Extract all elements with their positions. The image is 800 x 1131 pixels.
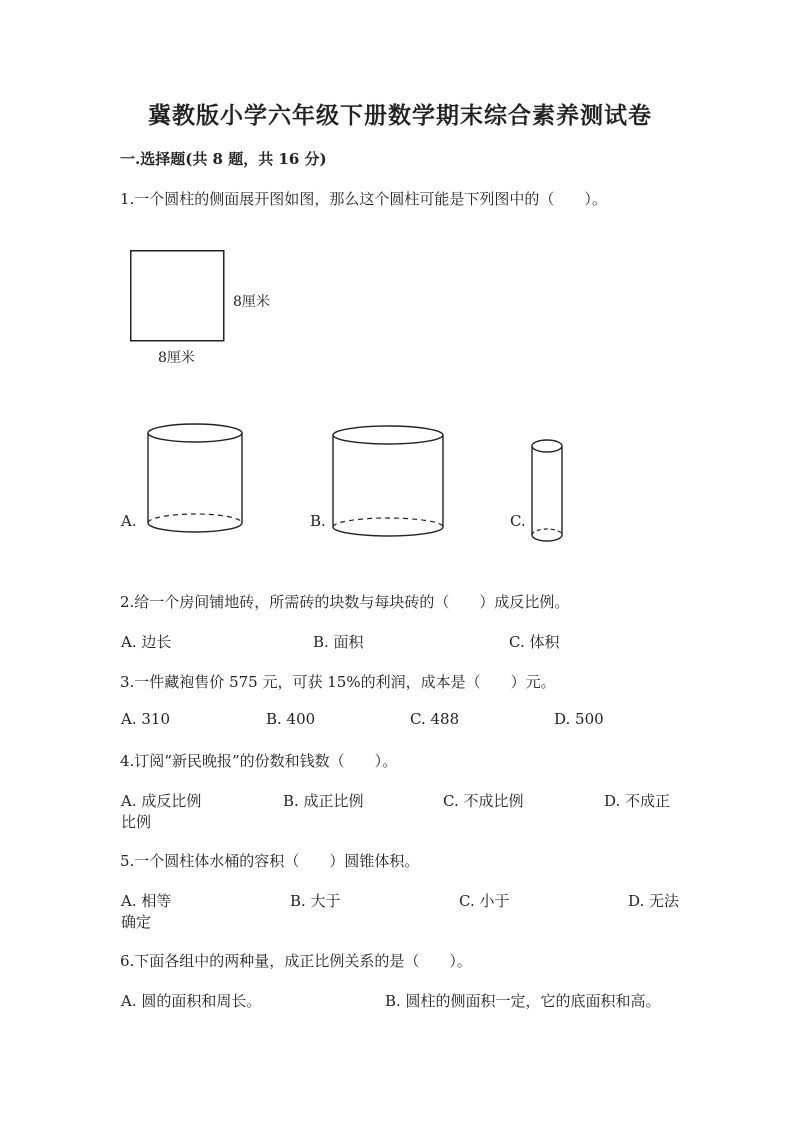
question-2-text: 2.给一个房间铺地砖，所需砖的块数与每块砖的（ ）成反比例。 <box>120 593 570 611</box>
q1-option-c[interactable]: C. <box>510 512 526 530</box>
q5-option-a[interactable]: A. 相等 <box>121 892 172 910</box>
q1-option-a[interactable]: A. <box>121 512 137 530</box>
q4-option-d-wrap[interactable]: 比例 <box>121 813 152 831</box>
q6-option-b[interactable]: B. 圆柱的侧面积一定，它的底面积和高。 <box>385 992 661 1010</box>
unfolded-square-figure <box>130 250 230 342</box>
question-1-text: 1.一个圆柱的侧面展开图如图，那么这个圆柱可能是下列图中的（ ）。 <box>120 190 607 208</box>
q3-option-d[interactable]: D. 500 <box>554 710 604 728</box>
q2-option-b[interactable]: B. 面积 <box>313 633 364 651</box>
cylinder-b-top <box>333 426 443 444</box>
square-shape <box>131 251 224 341</box>
cylinder-b-bottom-back <box>333 518 443 527</box>
q6-option-a[interactable]: A. 圆的面积和周长。 <box>121 992 262 1010</box>
cylinder-c-bottom-back <box>532 529 562 535</box>
cylinder-c-top <box>532 440 562 452</box>
question-3-text: 3.一件藏袍售价 575 元，可获 15%的利润，成本是（ ）元。 <box>120 673 556 691</box>
q4-option-c[interactable]: C. 不成比例 <box>443 792 524 810</box>
cylinder-b-figure <box>331 425 447 537</box>
section-heading: 一.选择题(共 8 题，共 16 分) <box>120 150 327 168</box>
q3-option-a[interactable]: A. 310 <box>121 710 170 728</box>
question-4-text: 4.订阅“新民晚报”的份数和钱数（ ）。 <box>120 752 398 770</box>
q4-option-d[interactable]: D. 不成正 <box>604 792 671 810</box>
q3-option-b[interactable]: B. 400 <box>266 710 316 728</box>
q5-option-c[interactable]: C. 小于 <box>459 892 510 910</box>
cylinder-c-figure <box>530 438 566 546</box>
q4-option-a[interactable]: A. 成反比例 <box>121 792 202 810</box>
question-5-text: 5.一个圆柱体水桶的容积（ ）圆锥体积。 <box>120 852 420 870</box>
q1-option-b[interactable]: B. <box>310 512 326 530</box>
cylinder-a-figure <box>146 423 246 535</box>
cylinder-a-bottom-front <box>148 523 242 532</box>
q2-option-c[interactable]: C. 体积 <box>509 633 560 651</box>
q2-option-a[interactable]: A. 边长 <box>121 633 172 651</box>
cylinder-a-bottom-back <box>148 514 242 523</box>
cylinder-a-top <box>148 424 242 442</box>
q5-option-b[interactable]: B. 大于 <box>290 892 341 910</box>
bottom-length-label: 8厘米 <box>158 350 195 366</box>
side-length-label: 8厘米 <box>233 294 270 310</box>
question-6-text: 6.下面各组中的两种量，成正比例关系的是（ ）。 <box>120 952 472 970</box>
cylinder-c-bottom-front <box>532 535 562 541</box>
q4-option-b[interactable]: B. 成正比例 <box>283 792 364 810</box>
q5-option-d[interactable]: D. 无法 <box>628 892 680 910</box>
page-title: 冀教版小学六年级下册数学期末综合素养测试卷 <box>148 102 652 129</box>
q5-option-d-wrap[interactable]: 确定 <box>121 913 152 931</box>
cylinder-b-bottom-front <box>333 527 443 536</box>
q3-option-c[interactable]: C. 488 <box>410 710 460 728</box>
